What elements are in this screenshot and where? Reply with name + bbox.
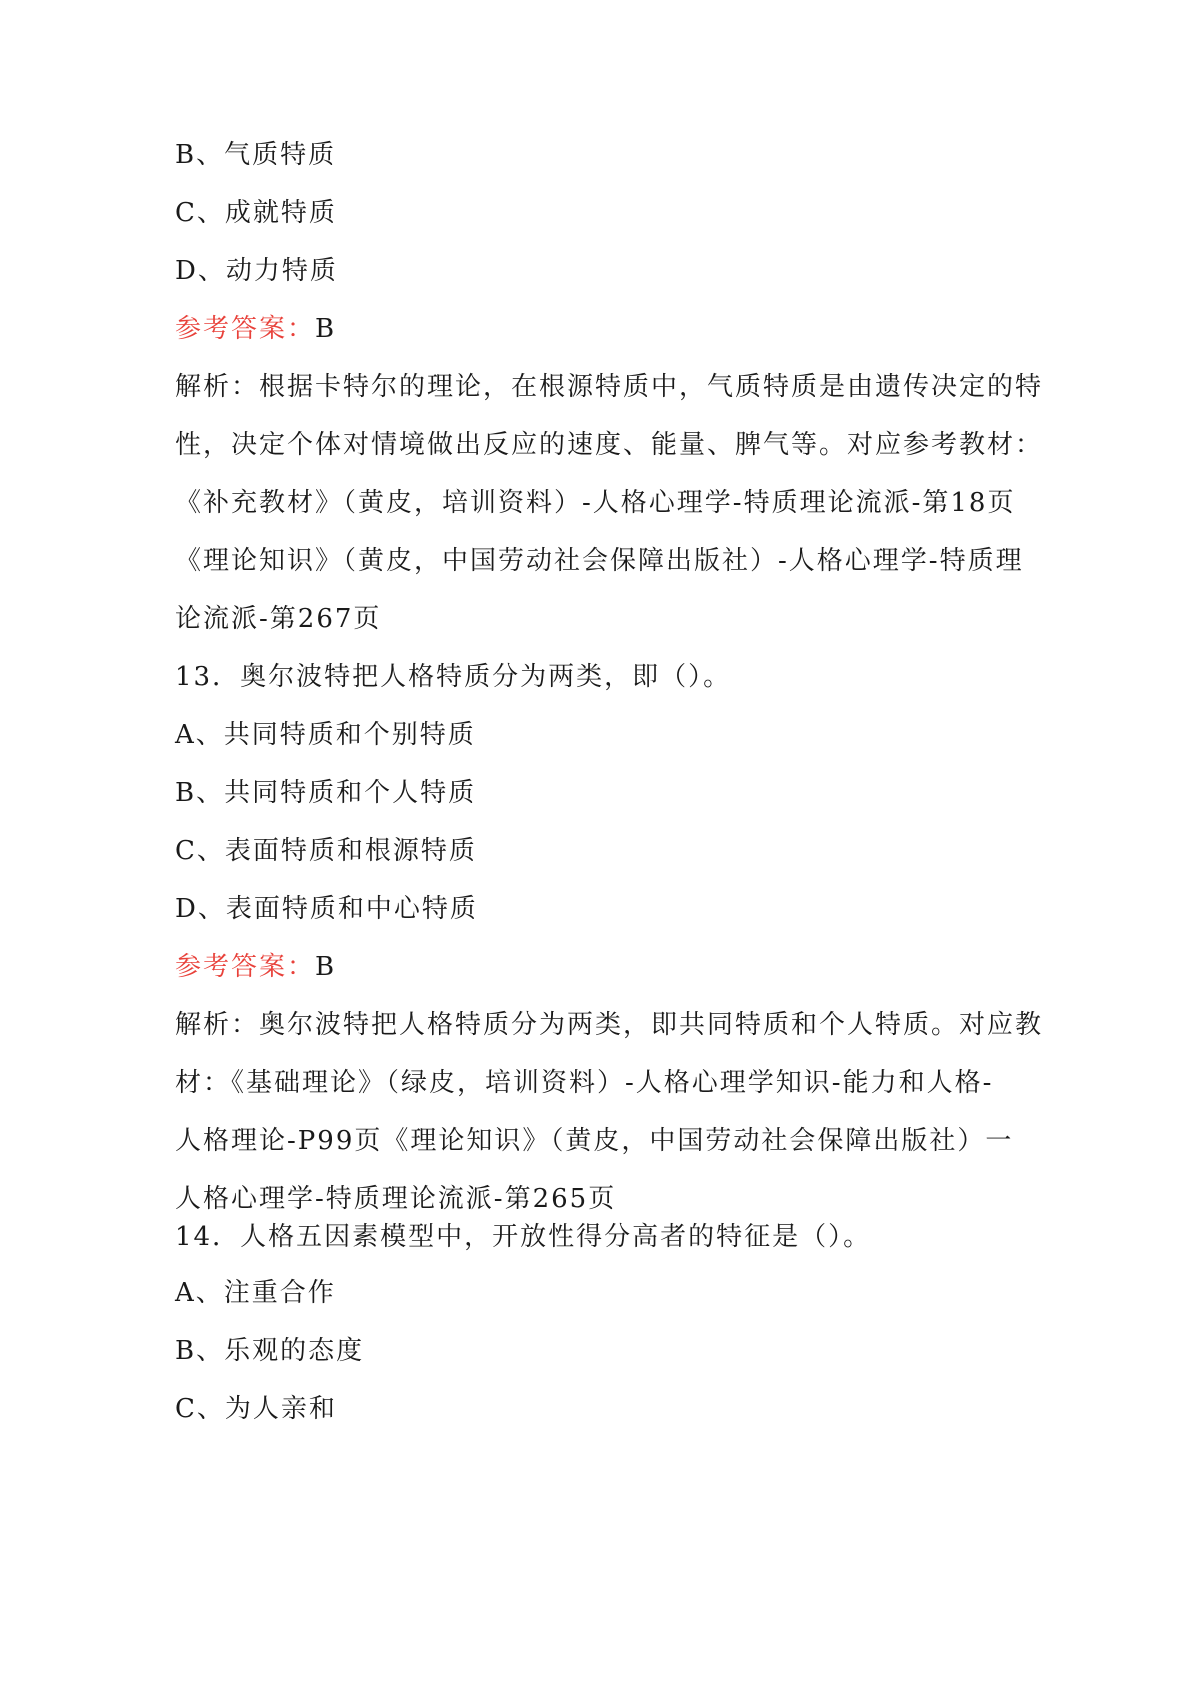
q14-question: 14．人格五因素模型中，开放性得分高者的特征是（）。	[175, 1222, 872, 1252]
q13-analysis-line: 材：《基础理论》（绿皮，培训资料）-人格心理学知识-能力和人格-	[175, 1068, 994, 1098]
q12-option-b: B、气质特质	[175, 140, 337, 170]
q12-option-d: D、动力特质	[175, 256, 338, 286]
q13-analysis-line: 人格心理学-特质理论流派-第265页	[175, 1184, 617, 1214]
q12-analysis-line: 性，决定个体对情境做出反应的速度、能量、脾气等。对应参考教材：	[175, 430, 1044, 460]
q12-analysis-line: 解析：根据卡特尔的理论，在根源特质中，气质特质是由遗传决定的特	[175, 372, 1044, 402]
q13-option-a: A、共同特质和个别特质	[175, 720, 476, 750]
q13-question: 13．奥尔波特把人格特质分为两类，即（）。	[175, 662, 732, 692]
q12-answer-label: 参考答案：	[175, 314, 316, 344]
q12-answer	[175, 314, 1035, 344]
q12-analysis-line: 《理论知识》（黄皮，中国劳动社会保障出版社）-人格心理学-特质理	[175, 546, 1024, 576]
q13-answer-label: 参考答案：	[175, 952, 316, 982]
q13-option-c: C、表面特质和根源特质	[175, 836, 477, 866]
q13-option-d: D、表面特质和中心特质	[175, 894, 478, 924]
q13-answer	[175, 952, 1035, 982]
q12-answer-value: B	[315, 314, 337, 344]
q13-option-b: B、共同特质和个人特质	[175, 778, 477, 808]
q13-analysis-line: 解析：奥尔波特把人格特质分为两类，即共同特质和个人特质。对应教	[175, 1010, 1044, 1040]
q14-option-c: C、为人亲和	[175, 1394, 337, 1424]
q12-analysis-line: 《补充教材》（黄皮，培训资料）-人格心理学-特质理论流派-第18页	[175, 488, 1016, 518]
q14-option-a: A、注重合作	[175, 1278, 336, 1308]
q14-option-b: B、乐观的态度	[175, 1336, 365, 1366]
q12-option-c: C、成就特质	[175, 198, 337, 228]
q13-answer-value: B	[315, 952, 337, 982]
q13-analysis-line: 人格理论-P99页《理论知识》（黄皮，中国劳动社会保障出版社）一	[175, 1126, 1014, 1156]
q12-analysis-line: 论流派-第267页	[175, 604, 382, 634]
